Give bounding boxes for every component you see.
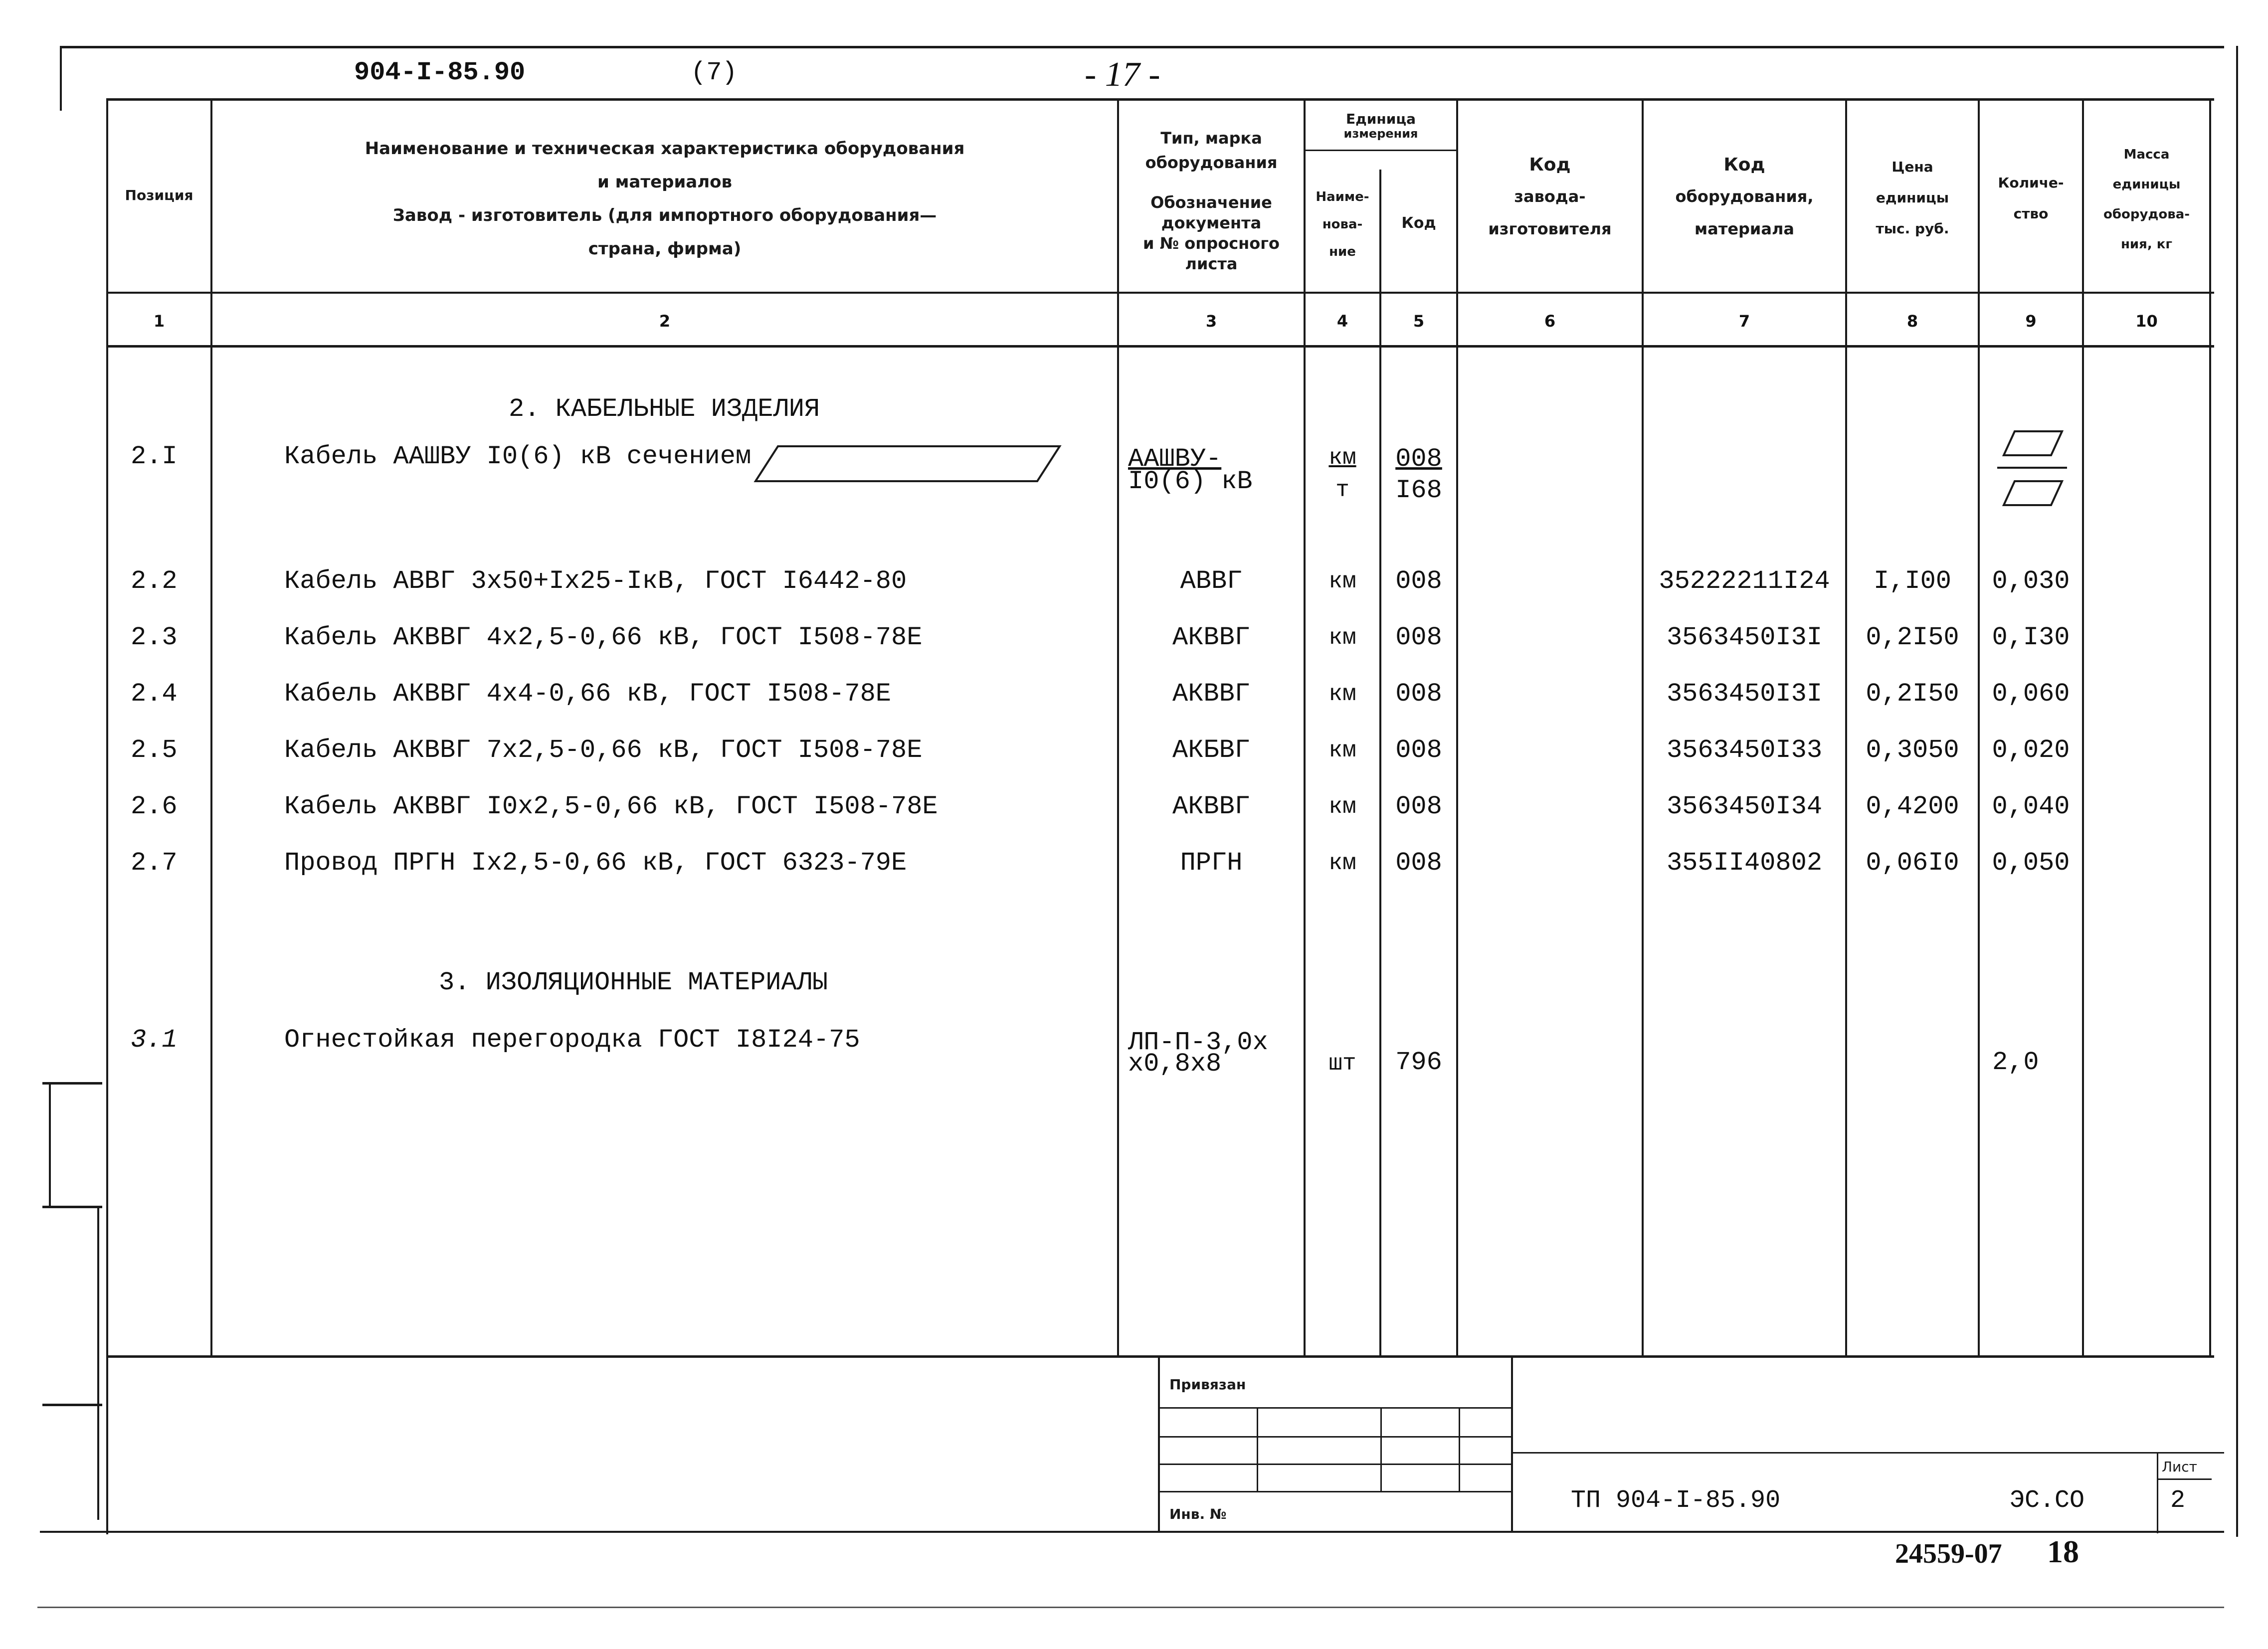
- numrow-bottom: [107, 345, 2214, 348]
- stamp-left: [1158, 1357, 1160, 1533]
- col4-header-l1: Наиме-: [1316, 189, 1369, 204]
- vline-4: [1379, 170, 1381, 1357]
- row-type: ПРГН: [1180, 848, 1243, 878]
- col6-header-l2: завода-: [1514, 187, 1586, 206]
- bottom-border: [40, 1531, 2224, 1533]
- colnum-7: 7: [1738, 312, 1750, 331]
- margin-mark-1: [42, 1082, 102, 1085]
- row-code-top: 008: [1395, 444, 1442, 474]
- col8-header-l1: Цена: [1891, 159, 1933, 175]
- row-unit: км: [1328, 850, 1356, 876]
- page-mark: - 17 -: [1085, 55, 1160, 94]
- row-name: Кабель АВВГ 3х50+Iх25-IкВ, ГОСТ I6442-80: [284, 566, 907, 596]
- row-position: 2.7: [131, 848, 178, 878]
- row-type: АКБВГ: [1172, 735, 1251, 765]
- title-block-top: [1511, 1452, 2224, 1454]
- col3-header-l1: Тип, марка: [1160, 129, 1262, 148]
- row-code: 008: [1395, 566, 1442, 596]
- doc-designation: ТП 904-I-85.90: [1571, 1486, 1781, 1515]
- doc-code: 904-I-85.90: [354, 58, 526, 87]
- sheet-code: ЭС.СО: [2010, 1486, 2085, 1515]
- section-title: 3. ИЗОЛЯЦИОННЫЕ МАТЕРИАЛЫ: [439, 968, 828, 997]
- col7-header-l2: оборудования,: [1675, 187, 1814, 206]
- row-price: 0,2I50: [1866, 679, 1959, 709]
- colnum-1: 1: [153, 312, 165, 331]
- row-eq-code: 3563450I34: [1666, 792, 1823, 821]
- row-eq-code: 3563450I33: [1666, 735, 1823, 765]
- row-name: Провод ПРГН Iх2,5-0,66 кВ, ГОСТ 6323-79Е: [284, 848, 907, 878]
- vline-2: [1117, 98, 1119, 1357]
- row-type: АКВВГ: [1172, 792, 1251, 821]
- row-name: Кабель АКВВГ I0х2,5-0,66 кВ, ГОСТ I508-78Е: [284, 792, 938, 821]
- row-eq-code: 35222211I24: [1659, 566, 1830, 596]
- row-type-line2: х0,8х8: [1128, 1049, 1222, 1079]
- col3-header-l5: и № опросного: [1143, 234, 1280, 253]
- list-box-mid: [2157, 1478, 2212, 1480]
- row-price: 0,06I0: [1866, 848, 1959, 878]
- vline-7: [1845, 98, 1847, 1357]
- margin-vline-1: [49, 1082, 51, 1207]
- row-code-bottom: I68: [1395, 476, 1442, 505]
- colnum-8: 8: [1906, 312, 1918, 331]
- col7-header-l1: Код: [1723, 155, 1765, 175]
- vline-1: [210, 98, 212, 1357]
- row-name: Кабель ААШВУ I0(6) кВ сечением: [284, 442, 752, 471]
- row-position: 2.2: [131, 566, 178, 596]
- colnum-10: 10: [2135, 312, 2158, 331]
- col6-header-l3: изготовителя: [1488, 219, 1612, 238]
- left-border: [60, 46, 62, 111]
- vline-6: [1642, 98, 1644, 1357]
- privyazan-label: Привязан: [1169, 1376, 1246, 1393]
- row-name: Огнестойкая перегородка ГОСТ I8I24-75: [284, 1025, 860, 1055]
- colnum-6: 6: [1544, 312, 1556, 331]
- col2-header-l4: страна, фирма): [588, 239, 742, 259]
- unit-divider: [1304, 150, 1458, 151]
- col3-header-l2: оборудования: [1145, 153, 1278, 172]
- row-qty: 0,020: [1992, 735, 2070, 765]
- section-title: 2. КАБЕЛЬНЫЕ ИЗДЕЛИЯ: [509, 394, 820, 424]
- col10-header-l4: ния, кг: [2120, 237, 2173, 252]
- list-label: Лист: [2162, 1459, 2197, 1475]
- col4-header-l3: ние: [1329, 244, 1356, 259]
- row-code: 008: [1395, 792, 1442, 821]
- row-type: АКВВГ: [1172, 679, 1251, 709]
- blank-parallelogram: [753, 444, 1062, 484]
- col2-header-l3: Завод - изготовитель (для импортного оборудования—: [392, 205, 937, 225]
- row-name: Кабель АКВВГ 7х2,5-0,66 кВ, ГОСТ I508-78Е: [284, 735, 923, 765]
- row-price: 0,4200: [1866, 792, 1959, 821]
- unit-header-l2: измерения: [1343, 127, 1418, 141]
- row-type-line1: ЛП-П-3,0х: [1128, 1028, 1268, 1057]
- row-qty: 0,I30: [1992, 623, 2070, 652]
- row-code: 008: [1395, 623, 1442, 652]
- col2-header-l1: Наименование и техническая характеристика оборудования: [365, 139, 965, 159]
- row-code: 008: [1395, 679, 1442, 709]
- col6-header-l1: Код: [1529, 155, 1571, 175]
- col8-header-l2: единицы: [1876, 189, 1949, 206]
- stamp-vline-2: [1380, 1407, 1382, 1492]
- row-code: 008: [1395, 735, 1442, 765]
- row-qty: 0,040: [1992, 792, 2070, 821]
- col10-header-l1: Масса: [2123, 147, 2170, 162]
- row-price: 0,2I50: [1866, 623, 1959, 652]
- col10-header-l3: оборудова-: [2103, 207, 2190, 222]
- stamp-vline-1: [1257, 1407, 1258, 1492]
- colnum-2: 2: [659, 312, 671, 331]
- col9-header-l1: Количе-: [1998, 175, 2064, 191]
- inv-label: Инв. №: [1169, 1506, 1227, 1522]
- row-type: АВВГ: [1180, 566, 1243, 596]
- row-position: 2.5: [131, 735, 178, 765]
- row-position: 2.3: [131, 623, 178, 652]
- row-type-line1: ААШВУ-: [1128, 444, 1222, 474]
- right-outer-border: [2236, 46, 2238, 1537]
- row-price: I,I00: [1873, 566, 1952, 596]
- vline-3: [1304, 98, 1306, 1357]
- list-number: 2: [2170, 1486, 2186, 1515]
- col5-header: Код: [1401, 214, 1436, 232]
- margin-mark-2: [42, 1206, 102, 1208]
- row-unit: км: [1328, 681, 1356, 707]
- page-number: 18: [2047, 1534, 2079, 1569]
- row-type-line2: I0(6) кВ: [1128, 467, 1253, 496]
- row-unit-top: км: [1328, 445, 1356, 471]
- row-qty: 0,050: [1992, 848, 2070, 878]
- vline-9: [2082, 98, 2084, 1357]
- row-position: 3.1: [131, 1025, 178, 1055]
- col4-header-l2: нова-: [1322, 217, 1363, 232]
- row-unit: км: [1328, 737, 1356, 763]
- row-unit: км: [1328, 625, 1356, 651]
- row-qty: 0,060: [1992, 679, 2070, 709]
- col2-header-l2: и материалов: [597, 172, 733, 192]
- row-unit: км: [1328, 568, 1356, 594]
- outer-bottom-line: [37, 1607, 2224, 1608]
- margin-vline-2: [97, 1206, 99, 1520]
- col3-header-l6: листа: [1185, 254, 1238, 273]
- row-eq-code: 3563450I3I: [1666, 679, 1823, 709]
- unit-header-l1: Единица: [1346, 111, 1416, 127]
- list-box-left: [2157, 1454, 2158, 1533]
- row-code: 008: [1395, 848, 1442, 878]
- col1-header: Позиция: [125, 187, 193, 203]
- row-code: 796: [1395, 1048, 1442, 1077]
- row-type: АКВВГ: [1172, 623, 1251, 652]
- archive-number: 24559-07: [1895, 1538, 2002, 1569]
- header-bottom: [107, 292, 2214, 294]
- row-price: 0,3050: [1866, 735, 1959, 765]
- row-unit: шт: [1328, 1051, 1356, 1077]
- top-border: [60, 46, 2224, 48]
- col9-header-l2: ство: [2013, 205, 2049, 222]
- row-position: 2.4: [131, 679, 178, 709]
- vline-10: [2209, 98, 2211, 1357]
- row-name: Кабель АКВВГ 4х4-0,66 кВ, ГОСТ I508-78Е: [284, 679, 891, 709]
- row-qty: 0,030: [1992, 566, 2070, 596]
- vline-8: [1978, 98, 1980, 1357]
- row-position: 2.6: [131, 792, 178, 821]
- col3-header-l4: документа: [1161, 213, 1262, 232]
- row-eq-code: 355II40802: [1666, 848, 1823, 878]
- col10-header-l2: единицы: [2112, 177, 2181, 192]
- table-body-bottom: [107, 1355, 2214, 1358]
- colnum-5: 5: [1413, 312, 1425, 331]
- table-top: [107, 98, 2214, 101]
- row-qty: 2,0: [1992, 1048, 2039, 1077]
- blank-fraction: [1992, 426, 2072, 514]
- row-unit-bottom: т: [1335, 477, 1349, 503]
- col7-header-l3: материала: [1695, 219, 1794, 238]
- row-unit: км: [1328, 794, 1356, 820]
- doc-part: (7): [691, 58, 738, 87]
- vline-5: [1456, 98, 1458, 1357]
- col8-header-l3: тыс. руб.: [1876, 220, 1949, 237]
- margin-mark-3: [42, 1404, 102, 1406]
- row-eq-code: 3563450I3I: [1666, 623, 1823, 652]
- row-position: 2.I: [131, 442, 178, 471]
- colnum-9: 9: [2025, 312, 2037, 331]
- colnum-3: 3: [1205, 312, 1217, 331]
- row-name: Кабель АКВВГ 4х2,5-0,66 кВ, ГОСТ I508-78Е: [284, 623, 923, 652]
- colnum-4: 4: [1336, 312, 1348, 331]
- stamp-vline-3: [1459, 1407, 1460, 1492]
- col3-header-l3: Обозначение: [1150, 193, 1272, 212]
- stamp-right: [1511, 1357, 1513, 1533]
